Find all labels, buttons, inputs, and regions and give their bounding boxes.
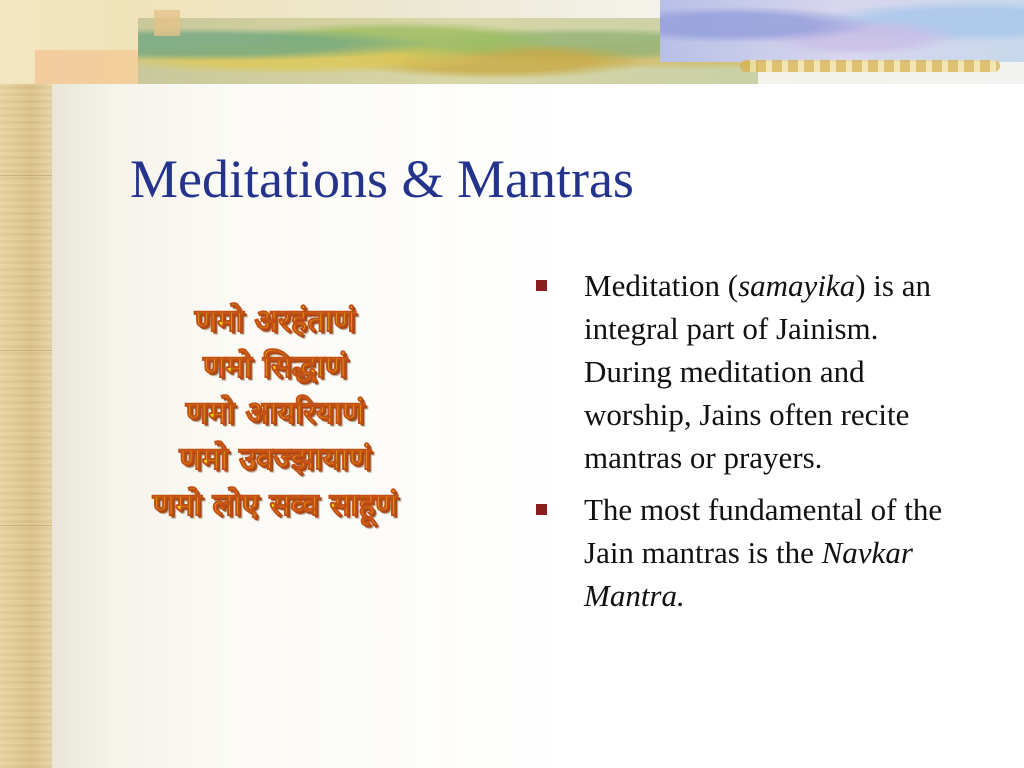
mantra-line: णमो लोए सव्व साहूणं (152, 487, 398, 523)
banner-blue-image (660, 0, 1024, 62)
mantra-line: णमो उवज्झायाणं (179, 441, 371, 477)
bullet-text: ) is an integral part of Jainism. During meditation and worship, Jains often recite mantras or prayers. (584, 268, 931, 475)
slide-title: Meditations & Mantras (130, 149, 634, 209)
navkar-mantra-graphic (120, 298, 430, 528)
bullet-text: The most fundamental of the Jain mantras is the (584, 492, 943, 570)
square-bullet-icon (536, 280, 547, 291)
bullet-list (532, 264, 952, 626)
decorative-banner (0, 0, 1024, 84)
bullet-italic-term: Navkar Mantra. (584, 535, 913, 613)
mantra-line: णमो आयरियाणं (185, 395, 365, 431)
square-bullet-icon (536, 504, 547, 515)
banner-gold-wave (740, 60, 1000, 72)
banner-small-tile (154, 10, 180, 36)
bullet-italic-term: samayika (738, 268, 856, 303)
bullet-item (532, 488, 952, 617)
mantra-line: णमो अरहंताणं (194, 303, 356, 339)
bullet-item (532, 264, 952, 479)
mantra-line: णमो सिद्धाणं (203, 349, 347, 385)
parchment-strip (0, 0, 52, 768)
bullet-text: Meditation ( (584, 268, 739, 303)
